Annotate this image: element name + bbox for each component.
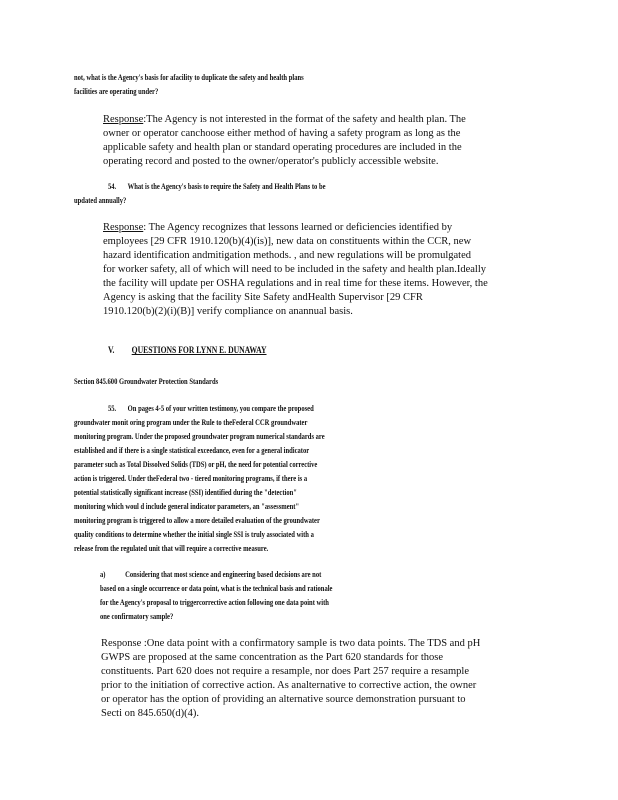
question-number: 55.: [108, 404, 117, 413]
response-line: for worker safety, all of which will need to be included in the safety and health plan.Ideally: [103, 264, 487, 275]
response-line: [103, 221, 452, 235]
question-text-line: potential statistically significant increase (SSI) identified during the "detection": [74, 488, 297, 497]
question-text-line: not, what is the Agency's basis for afacility to duplicate the safety and health plans: [74, 73, 304, 82]
response-line: hazard identification andmitigation methods. , and new regulations will be promulgated: [103, 250, 471, 261]
section-subheading: Section 845.600 Groundwater Protection Standards: [74, 377, 219, 386]
question-text-line: release from the regulated unit that will require a corrective measure.: [74, 544, 269, 553]
question-number: 54.: [108, 182, 117, 191]
response-line: constituents. Part 620 does not require a resample, nor does Part 257 require a resample: [101, 666, 469, 677]
response-text: :One data point with a confirmatory sample is two data points. The TDS and pH: [143, 638, 481, 649]
response-line: GWPS are proposed at the same concentration as the Part 620 standards for those: [101, 652, 444, 663]
subquestion-line: [100, 569, 321, 580]
question-text-line: monitoring program. Under the proposed groundwater program numerical standards are: [74, 432, 325, 441]
response-line: 1910.120(b)(2)(i)(B)] verify compliance on anannual basis.: [103, 306, 353, 317]
section-heading: [108, 345, 266, 355]
subquestion-text-line: based on a single occurrence or data point, what is the technical basis and rationale: [100, 584, 333, 593]
response-line: prior to the initiation of corrective action. As analternative to corrective action, the owner: [101, 680, 477, 691]
question-text-line: quality conditions to determine whether the initial single SSI is truly associated with a: [74, 530, 314, 539]
section-title: QUESTIONS FOR LYNN E. DUNAWAY: [131, 345, 267, 355]
question-text-line: monitoring which woul d include general indicator parameters, an "assessment": [74, 502, 300, 511]
response-line: operating record and posted to the owner/operator's publicly accessible website.: [103, 156, 439, 167]
response-label: Response: [103, 222, 144, 233]
subquestion-text-line: for the Agency's proposal to triggercorrective action following one data point with: [100, 598, 329, 607]
question-text-line: monitoring program is triggered to allow a more detailed evaluation of the groundwater: [74, 516, 320, 525]
question-54-line: [108, 181, 326, 192]
response-line: owner or operator canchoose either method of having a safety program as long as the: [103, 128, 461, 139]
section-roman-numeral: V.: [108, 345, 115, 355]
response-line: applicable safety and health plan or standard operating procedures are included in the: [103, 142, 462, 153]
question-text: What is the Agency's basis to require the Safety and Health Plans to be: [127, 182, 326, 191]
response-line: [101, 637, 480, 651]
response-text: :The Agency is not interested in the format of the safety and health plan. The: [143, 114, 466, 125]
response-line: Secti on 845.650(d)(4).: [101, 708, 199, 719]
response-line: employees [29 CFR 1910.120(b)(4)(is)], new data on constituents within the CCR, new: [103, 236, 472, 247]
question-text-line: facilities are operating under?: [74, 87, 159, 96]
question-text-line: established and if there is a single statistical exceedance, even for a general indicator: [74, 446, 310, 455]
question-55-line: [108, 403, 314, 414]
question-text: On pages 4-5 of your written testimony, you compare the proposed: [127, 404, 314, 413]
response-line: the facility will update per OSHA regulations and in real time for these items. However, the: [103, 278, 488, 289]
question-text-line: groundwater monit oring program under the Rule to theFederal CCR groundwater: [74, 418, 308, 427]
question-text-line: updated annually?: [74, 196, 127, 205]
response-label: Response: [101, 638, 142, 649]
response-line: Agency is asking that the facility Site Safety andHealth Supervisor [29 CFR: [103, 292, 423, 303]
response-line: or operator has the option of providing an alternative source demonstration pursuant to: [101, 694, 466, 705]
question-text-line: action is triggered. Under theFederal two - tiered monitoring programs, if there is a: [74, 474, 308, 483]
response-line: [103, 113, 466, 127]
subquestion-text-line: one confirmatory sample?: [100, 612, 174, 621]
response-text: : The Agency recognizes that lessons learned or deficiencies identified by: [143, 222, 453, 233]
question-text-line: parameter such as Total Dissolved Solids (TDS) or pH, the need for potential corrective: [74, 460, 318, 469]
subquestion-label: a): [100, 570, 106, 579]
response-label: Response: [103, 114, 144, 125]
subquestion-text: Considering that most science and engineering based decisions are not: [125, 570, 322, 579]
